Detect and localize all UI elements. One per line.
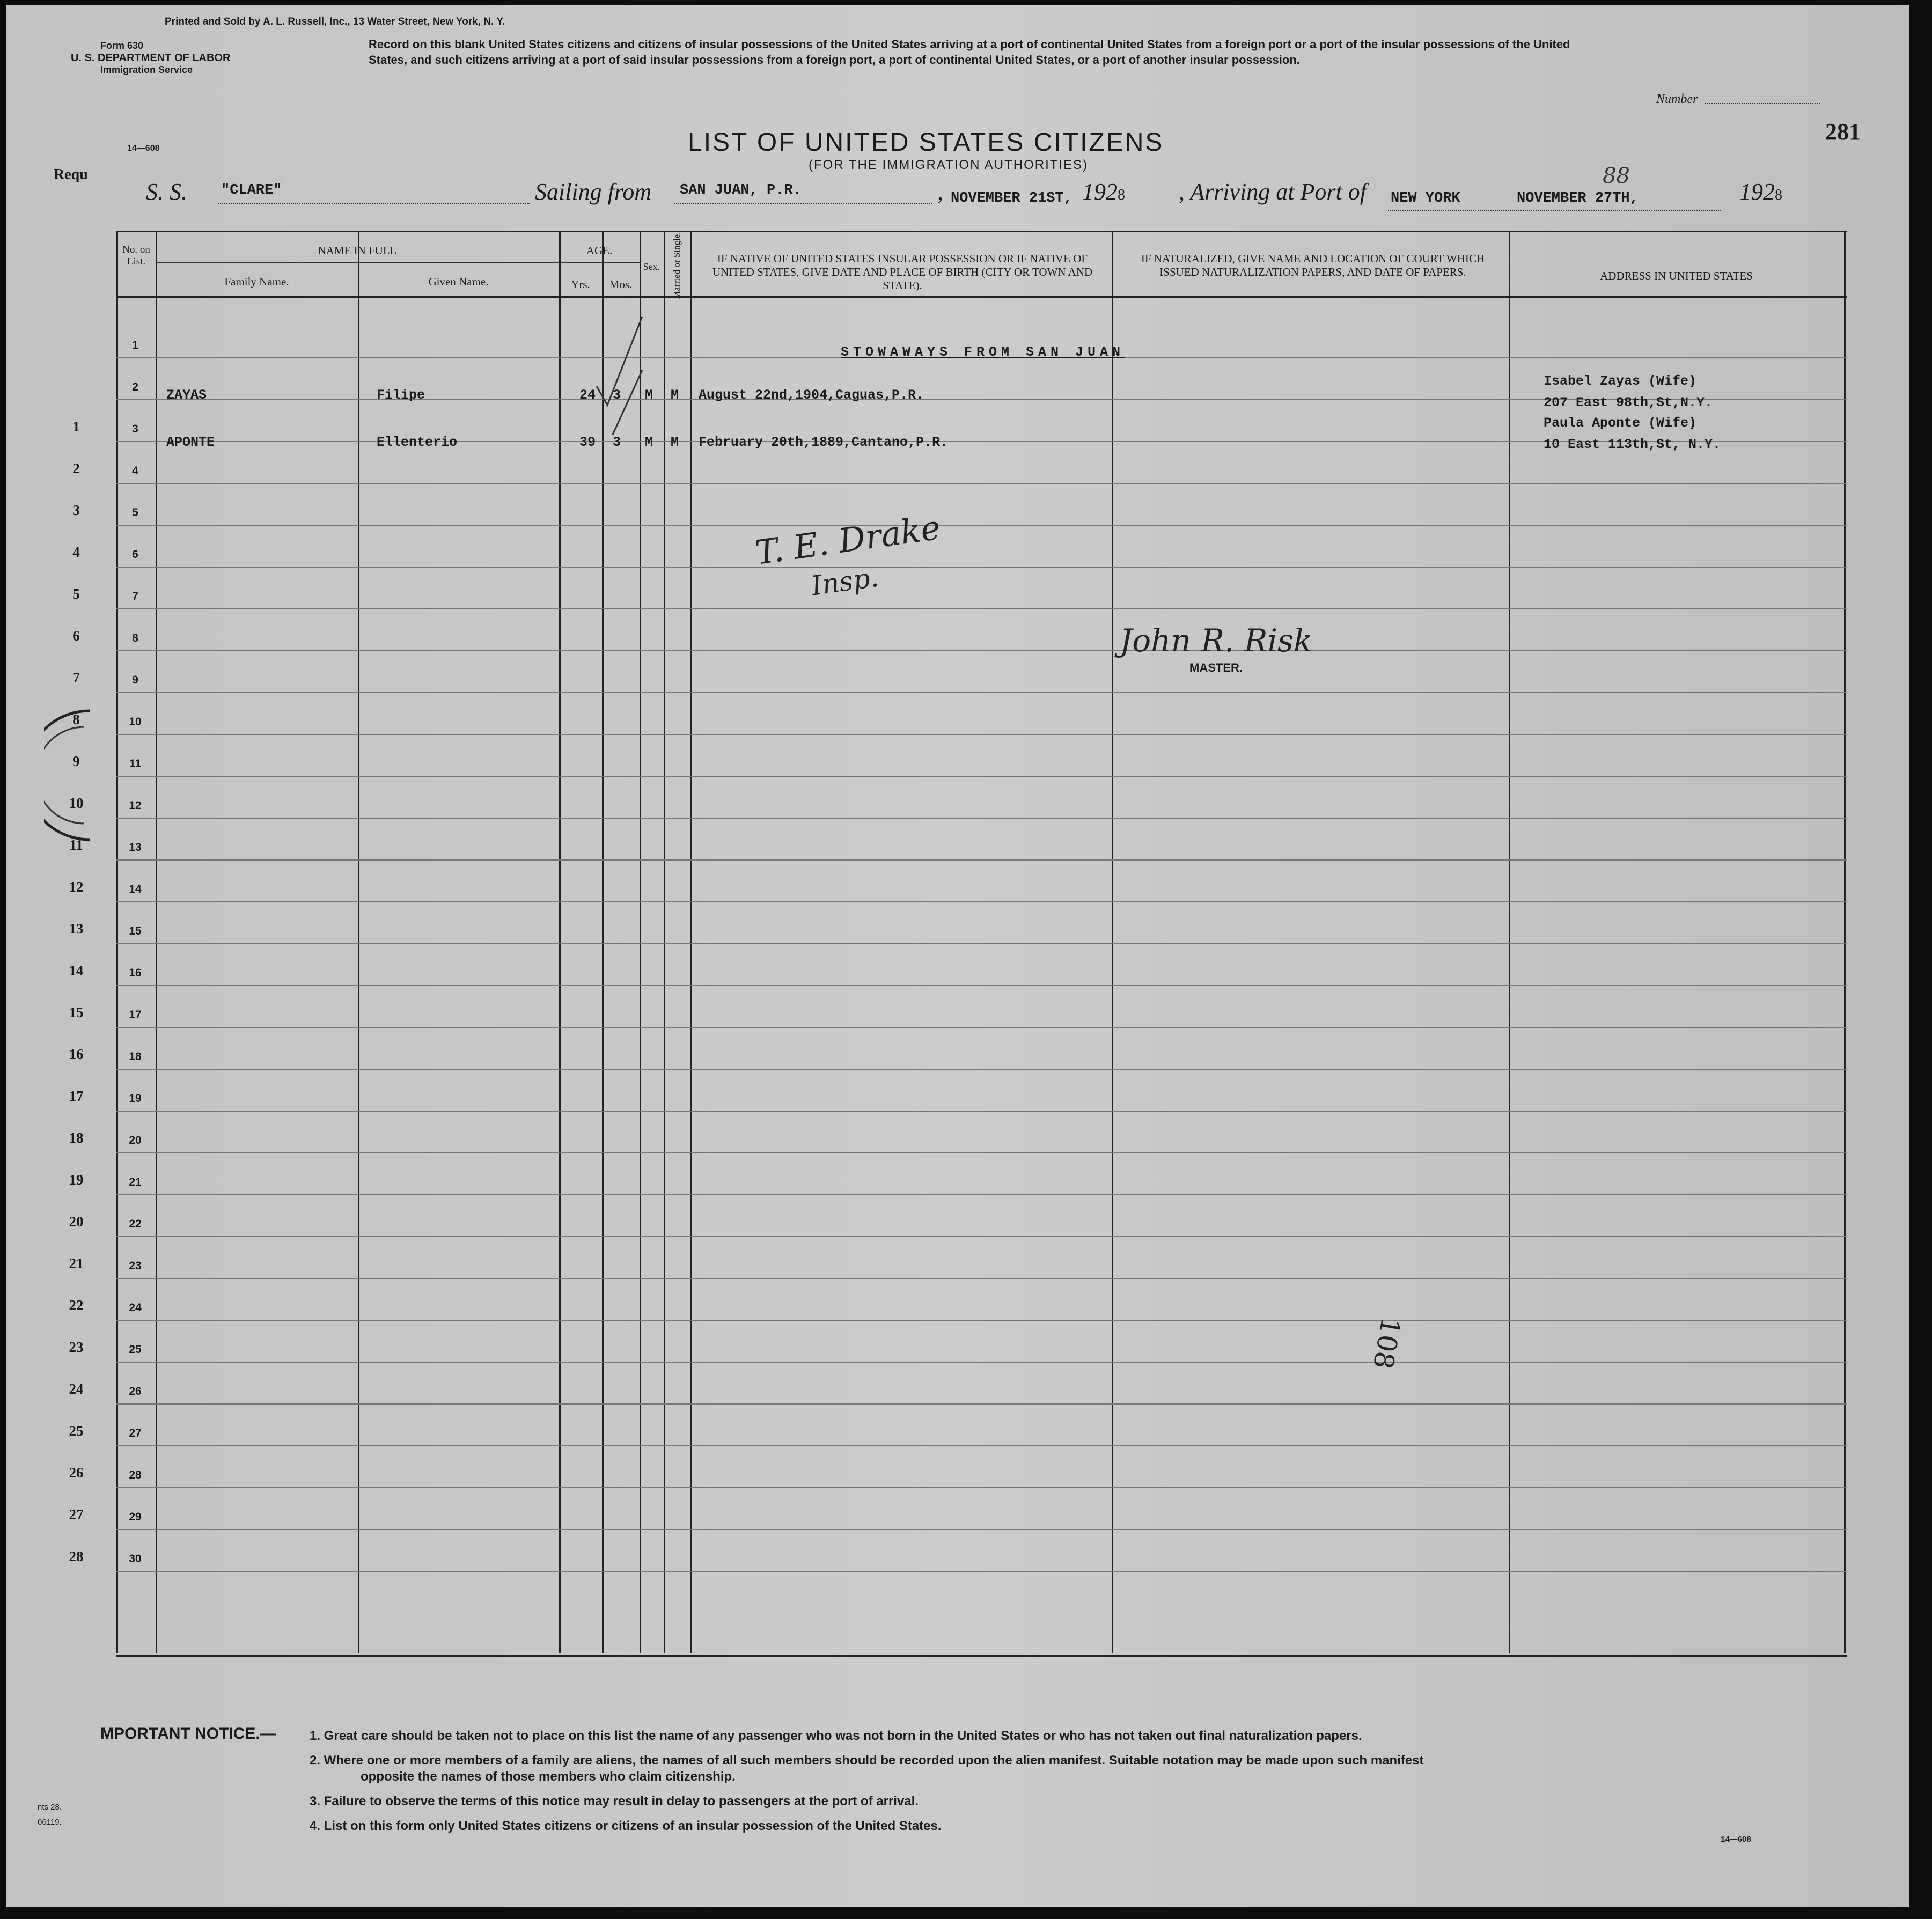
notice-item-3: 3. Failure to observe the terms of this notice may result in delay to passengers at the port of arrival.: [310, 1794, 919, 1808]
inspector-signature: T. E. Drake: [753, 508, 943, 572]
row-number: 5: [132, 506, 138, 519]
number-label: Number: [1656, 92, 1698, 106]
number-field-line: [1705, 103, 1820, 104]
col-header-family: Family Name.: [224, 275, 289, 288]
col-header-married: Married or Single.: [672, 232, 682, 299]
arriving-label: , Arriving at Port of: [1179, 179, 1367, 205]
row-number: 28: [129, 1469, 142, 1481]
master-label: MASTER.: [1189, 661, 1243, 674]
address-line: Isabel Zayas (Wife): [1544, 373, 1697, 389]
row-number: 19: [129, 1092, 142, 1105]
service-name: Immigration Service: [100, 64, 193, 75]
margin-row-number: 16: [69, 1046, 84, 1062]
margin-row-number: 21: [69, 1255, 84, 1271]
circular-stamp: [44, 705, 92, 845]
row-number: 23: [129, 1260, 142, 1272]
row-number: 13: [129, 841, 142, 854]
col-header-sex: Sex.: [643, 261, 660, 272]
row-number: 26: [129, 1385, 142, 1398]
row-number: 24: [129, 1302, 142, 1314]
row-rule: [116, 1445, 1847, 1446]
ship-name: "CLARE": [221, 182, 282, 198]
sex: M: [645, 435, 653, 450]
margin-row-number: 9: [72, 753, 80, 769]
notice-item-4: 4. List on this form only United States citizens or citizens of an insular possession of the United States.: [310, 1819, 942, 1833]
manifest-sheet: [6, 5, 1909, 1907]
row-rule: [116, 1487, 1847, 1488]
row-number: 20: [129, 1134, 142, 1146]
row-rule: [116, 692, 1847, 693]
margin-row-number: 23: [69, 1339, 84, 1355]
printer-line: Printed and Sold by A. L. Russell, Inc., 13 Water Street, New York, N. Y.: [165, 16, 505, 27]
notice-item-2-cont: opposite the names of those members who claim citizenship.: [361, 1769, 736, 1784]
margin-row-number: 24: [69, 1381, 84, 1397]
marital-status: M: [671, 387, 679, 403]
row-rule: [116, 650, 1847, 651]
margin-row-number: 27: [69, 1506, 84, 1523]
row-number: 8: [132, 632, 138, 644]
age-years: 24: [579, 387, 596, 403]
row-number: 11: [129, 758, 142, 770]
col-divider: [156, 231, 157, 1653]
row-rule: [116, 985, 1847, 986]
margin-row-number: 20: [69, 1214, 84, 1230]
row-rule: [116, 943, 1847, 944]
margin-row-number: 14: [69, 962, 84, 979]
check-marks: [591, 306, 656, 440]
age-months: 3: [613, 435, 621, 450]
row-rule: [116, 608, 1847, 609]
ship-underline: [218, 203, 530, 204]
row-rule: [116, 1403, 1847, 1405]
margin-row-number: 17: [69, 1088, 84, 1104]
col-divider: [1112, 231, 1113, 1653]
col-divider: [664, 231, 665, 1653]
arrival-port: NEW YORK: [1391, 190, 1460, 207]
col-divider: [1509, 231, 1510, 1653]
row-rule: [116, 818, 1847, 819]
row-rule: [116, 1027, 1847, 1028]
sailing-year: 1928: [1082, 179, 1125, 205]
row-number: 16: [129, 967, 142, 979]
row-number: 6: [132, 548, 138, 561]
row-number: 29: [129, 1511, 142, 1523]
row-number: 2: [132, 381, 138, 393]
address-line: Paula Aponte (Wife): [1544, 415, 1697, 431]
sailing-date: NOVEMBER 21ST,: [951, 190, 1072, 207]
row-rule: [116, 859, 1847, 861]
department-name: U. S. DEPARTMENT OF LABOR: [71, 52, 231, 64]
margin-row-number: 6: [72, 628, 80, 644]
margin-row-number: 2: [72, 460, 80, 476]
col-header-age: AGE.: [586, 244, 613, 257]
master-signature: John R. Risk: [1120, 622, 1312, 659]
arrival-date: NOVEMBER 27TH,: [1517, 190, 1639, 207]
margin-row-number: 28: [69, 1548, 84, 1564]
row-rule: [116, 776, 1847, 777]
comma: ,: [937, 179, 943, 205]
row-number: 25: [129, 1343, 142, 1356]
row-number: 9: [132, 674, 138, 686]
row-rule: [116, 1152, 1847, 1153]
margin-row-number: 10: [69, 795, 84, 811]
row-rule: [116, 734, 1847, 735]
row-number: 21: [129, 1176, 142, 1188]
row-number: 27: [129, 1427, 142, 1439]
row-rule: [116, 1571, 1847, 1572]
margin-row-number: 5: [72, 586, 80, 602]
row-rule: [116, 1069, 1847, 1070]
col-header-yrs: Yrs.: [571, 278, 590, 291]
birth-info: February 20th,1889,Cantano,P.R.: [699, 435, 949, 450]
age-years: 39: [579, 435, 596, 450]
family-name: APONTE: [166, 435, 215, 450]
row-number: 15: [129, 925, 142, 937]
given-name: Filipe: [377, 387, 425, 403]
arrival-underline: [1388, 210, 1721, 211]
margin-row-number: 19: [69, 1172, 84, 1188]
col-divider: [640, 231, 641, 1653]
header-bottom-line: [116, 296, 1847, 298]
margin-row-number: 8: [72, 711, 80, 727]
ss-label: S. S.: [146, 179, 187, 205]
address-line: 207 East 98th,St,N.Y.: [1544, 395, 1713, 410]
margin-row-number: 15: [69, 1004, 84, 1020]
col-header-address: ADDRESS IN UNITED STATES: [1600, 269, 1753, 282]
row-number: 1: [132, 339, 138, 351]
left-margin-text: Requ: [54, 166, 88, 183]
document-subtitle: (FOR THE IMMIGRATION AUTHORITIES): [809, 158, 1089, 172]
margin-row-number: 1: [72, 418, 80, 435]
col-divider: [358, 231, 359, 1653]
col-header-mos: Mos.: [609, 278, 633, 291]
stowaway-note: STOWAWAYS FROM SAN JUAN: [841, 344, 1125, 360]
marital-status: M: [671, 435, 679, 450]
birth-info: August 22nd,1904,Caguas,P.R.: [699, 387, 924, 403]
document-title: LIST OF UNITED STATES CITIZENS: [688, 128, 1164, 157]
margin-row-number: 26: [69, 1465, 84, 1481]
notice-title: MPORTANT NOTICE.—: [100, 1725, 276, 1742]
row-rule: [116, 901, 1847, 902]
row-rule: [116, 525, 1847, 526]
margin-row-number: 11: [69, 837, 83, 853]
margin-row-number: 3: [72, 502, 80, 518]
departure-port: SAN JUAN, P.R.: [680, 182, 802, 198]
sailing-from-label: Sailing from: [535, 179, 652, 205]
row-rule: [116, 1320, 1847, 1321]
table-border-right: [1844, 231, 1846, 1653]
form-number: Form 630: [100, 40, 144, 51]
sex: M: [645, 387, 653, 403]
row-number: 18: [129, 1050, 142, 1063]
row-rule: [116, 1362, 1847, 1363]
row-rule: [116, 1278, 1847, 1279]
row-number: 4: [132, 465, 138, 477]
given-name: Ellenterio: [377, 435, 458, 450]
margin-row-number: 12: [69, 879, 84, 895]
form-instructions: Record on this blank United States citizens and citizens of insular possessions of the United States arriving at a port of continental United States from a foreign port or a port of the insular possessions of the United States, and such citizens arriving at a port of said insular possessions from a foreign port, a port of continental United States, or a port of another insular possession.: [369, 38, 1570, 67]
row-number: 14: [129, 883, 142, 895]
margin-row-number: 22: [69, 1297, 84, 1313]
age-months: 3: [613, 387, 621, 403]
col-header-naturalized: IF NATURALIZED, GIVE NAME AND LOCATION OF COURT WHICH ISSUED NATURALIZATION PAPERS, AND DATE OF PAPERS.: [1141, 252, 1485, 278]
notice-item-2: 2. Where one or more members of a family are aliens, the names of all such members should be recorded upon the alien manifest. Suitable notation may be made upon such manifest: [310, 1753, 1424, 1768]
row-number: 17: [129, 1009, 142, 1021]
row-number: 12: [129, 799, 142, 812]
address-line: 10 East 113th,St, N.Y.: [1544, 437, 1721, 452]
port-underline: [674, 203, 932, 204]
handwritten-mark: 88: [1603, 164, 1630, 188]
arrival-year: 1928: [1739, 179, 1782, 205]
form-code-top: 14—608: [127, 144, 160, 153]
row-rule: [116, 1236, 1847, 1237]
row-rule: [116, 1194, 1847, 1195]
col-header-name: NAME IN FULL: [318, 244, 397, 257]
margin-row-number: 7: [72, 670, 80, 686]
age-header-divider: [559, 262, 640, 263]
stamp-number: 108: [1367, 1315, 1407, 1372]
form-code-bottom: 14—608: [1721, 1835, 1751, 1844]
inspector-title-signature: Insp.: [809, 561, 880, 602]
margin-row-number: 4: [72, 544, 80, 560]
notice-item-1: 1. Great care should be taken not to place on this list the name of any passenger who was not born in the United States or who has not taken out final naturalization papers.: [310, 1729, 1362, 1743]
side-margin-text: nts 28. 06119.: [38, 1803, 62, 1827]
col-header-birth: IF NATIVE OF UNITED STATES INSULAR POSSESSION OR IF NATIVE OF UNITED STATES, GIVE DATE AND PLACE OF BIRTH (CITY OR TOWN AND STATE).: [712, 252, 1093, 292]
row-number: 7: [132, 590, 138, 602]
name-header-divider: [156, 262, 559, 263]
family-name: ZAYAS: [166, 387, 207, 403]
row-number: 3: [132, 423, 138, 435]
col-header-no: No. on List.: [122, 244, 150, 267]
row-number: 22: [129, 1218, 142, 1230]
row-rule: [116, 1111, 1847, 1112]
page-number: 281: [1825, 119, 1861, 145]
margin-row-number: 25: [69, 1423, 84, 1439]
table-border-left: [116, 231, 118, 1653]
col-divider: [602, 231, 604, 1653]
margin-row-number: 18: [69, 1130, 84, 1146]
row-rule: [116, 567, 1847, 568]
row-number: 30: [129, 1553, 142, 1565]
col-divider: [559, 231, 561, 1653]
col-header-given: Given Name.: [428, 275, 489, 288]
margin-row-number: 13: [69, 921, 84, 937]
row-number: 10: [129, 716, 142, 728]
col-divider: [690, 231, 692, 1653]
row-rule: [116, 483, 1847, 484]
row-rule: [116, 1529, 1847, 1530]
